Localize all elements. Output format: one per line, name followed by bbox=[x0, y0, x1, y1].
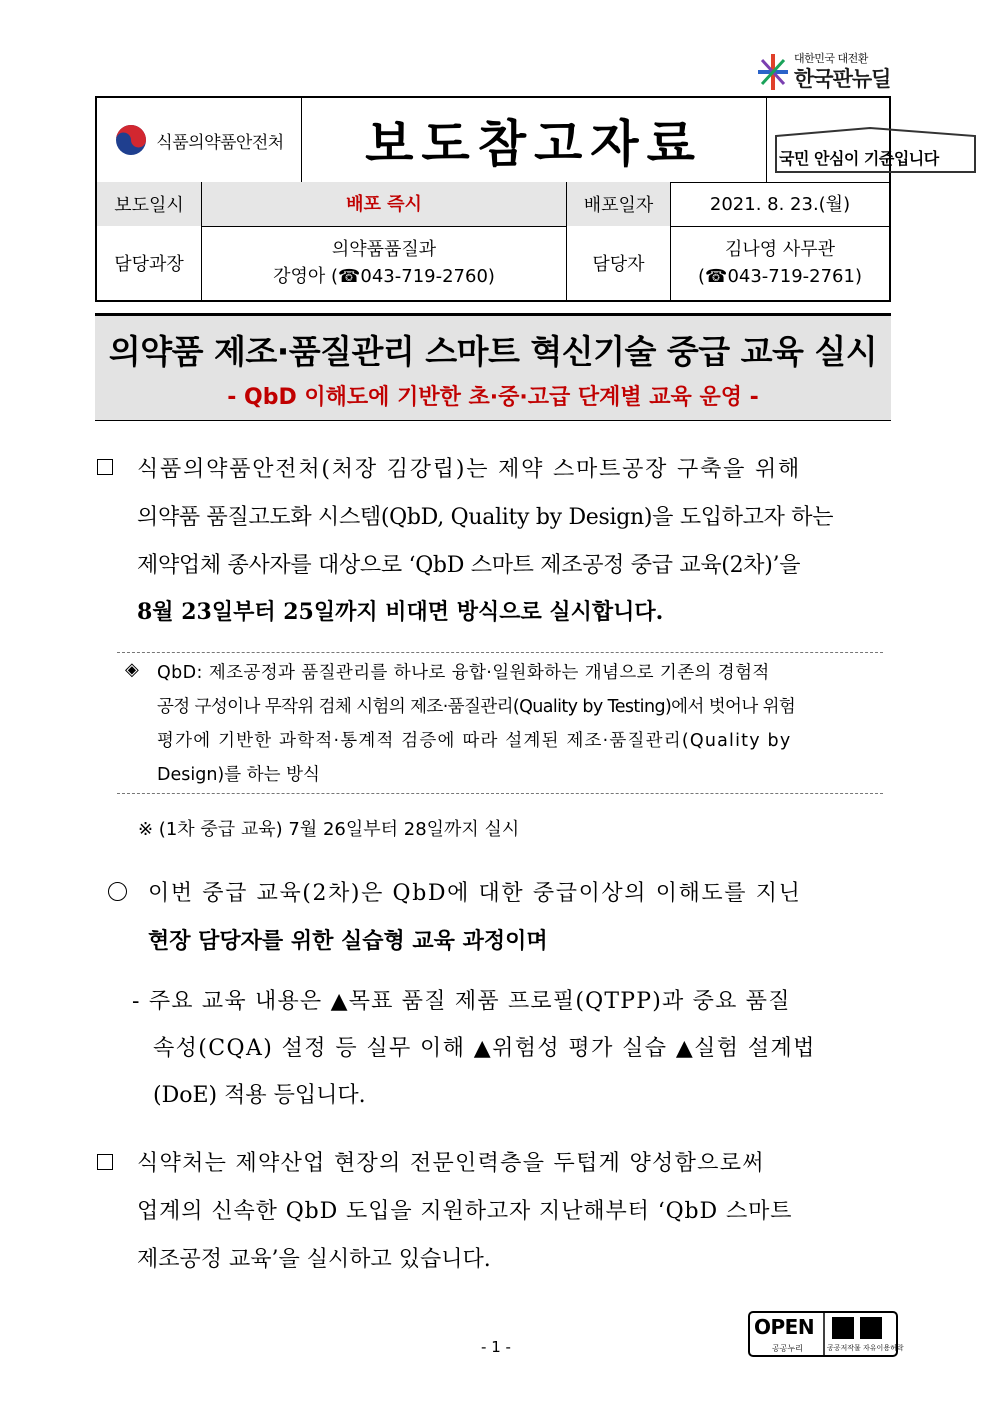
doc-type-title bbox=[302, 98, 767, 182]
contact-name: 김나영 사무관 bbox=[724, 239, 836, 260]
dept-value bbox=[202, 226, 567, 300]
note-line-4: Design)를 하는 방식 bbox=[157, 765, 320, 785]
note-line-2: 공정 구성이나 무작위 검체 시험의 제조·품질관리(Quality by Testing)에서 벗어나 위험 bbox=[157, 697, 796, 717]
square-bullet-icon bbox=[97, 459, 113, 475]
distribute-date-value: 2021. 8. 23.(월) bbox=[709, 193, 851, 215]
page-number: - 1 - bbox=[481, 1338, 511, 1356]
open-sub-label: 공공누리 bbox=[772, 1344, 803, 1353]
headline-sub: - QbD 이해도에 기반한 초·중·고급 단계별 교육 운영 - bbox=[227, 385, 759, 410]
dept-label: 담당과장 bbox=[97, 226, 202, 300]
p1-line-3: 제약업체 종사자를 대상으로 ‘QbD 스마트 제조공정 중급 교육(2차)’을 bbox=[137, 553, 801, 578]
ministry-logo bbox=[97, 98, 302, 182]
p2-line-1: 이번 중급 교육(2차)은 QbD에 대한 중급이상의 이해도를 지닌 bbox=[148, 881, 802, 906]
new-deal-star-icon bbox=[756, 52, 790, 92]
note-line-1: QbD: 제조공정과 품질관리를 하나로 융합·일원화하는 개념으로 기존의 경험적 bbox=[157, 663, 770, 683]
p3-line-1: - 주요 교육 내용은 ▲목표 품질 제품 프로필(QTPP)과 중요 품질 bbox=[132, 989, 791, 1014]
logo-small-text: 대한민국 대전환 bbox=[794, 52, 868, 65]
p4-line-1: 식약처는 제약산업 현장의 전문인력층을 두텁게 양성함으로써 bbox=[137, 1151, 765, 1176]
ministry-name: 식품의약품안전처 bbox=[156, 132, 284, 153]
logo-big-text: 한국판뉴딜 bbox=[794, 67, 891, 91]
diamond-bullet-icon: ◈ bbox=[125, 659, 139, 680]
dept-name: 의약품품질과 bbox=[331, 239, 437, 260]
headline-main: 의약품 제조·품질관리 스마트 혁신기술 중급 교육 실시 bbox=[108, 332, 878, 371]
doc-type-title-text: 보도참고자료 bbox=[365, 115, 703, 173]
circle-bullet-icon bbox=[108, 882, 127, 901]
p4-line-3: 제조공정 교육’을 실시하고 있습니다. bbox=[137, 1247, 491, 1272]
dept-head-contact: 강영아 (☎043-719-2760) bbox=[273, 266, 495, 287]
contact-label: 담당자 bbox=[567, 226, 671, 300]
headline-box bbox=[95, 313, 891, 421]
slogan-box bbox=[767, 98, 939, 182]
open-label: OPEN bbox=[754, 1315, 815, 1339]
p1-line-4: 8월 23일부터 25일까지 비대면 방식으로 실시합니다. bbox=[137, 599, 664, 625]
contact-phone: (☎043-719-2761) bbox=[698, 266, 862, 287]
p3-line-2: 속성(CQA) 설정 등 실무 이해 ▲위험성 평가 실습 ▲실험 설계법 bbox=[153, 1036, 816, 1061]
press-header-table bbox=[95, 96, 939, 302]
note-line-3: 평가에 기반한 과학적·통계적 검증에 따라 설계된 제조·품질관리(Quality by bbox=[157, 731, 792, 751]
p1-line-1: 식품의약품안전처(처장 김강립)는 제약 스마트공장 구축을 위해 bbox=[137, 457, 802, 482]
distribute-date-label: 배포일자 bbox=[567, 182, 671, 226]
qbd-definition-note bbox=[117, 652, 883, 794]
open-license-text: 공공저작물 자유이용허락 bbox=[827, 1344, 904, 1352]
p1-line-2: 의약품 품질고도화 시스템(QbD, Quality by Design)을 도입하고자 하는 bbox=[137, 505, 834, 530]
release-date-value: 배포 즉시 bbox=[202, 182, 567, 226]
korean-new-deal-logo bbox=[756, 50, 896, 94]
taegeuk-icon bbox=[114, 123, 148, 157]
p2-line-2: 현장 담당자를 위한 실습형 교육 과정이며 bbox=[148, 928, 548, 954]
square-bullet-icon-2 bbox=[97, 1154, 113, 1170]
release-date-label: 보도일시 bbox=[97, 182, 202, 226]
first-session-reference: ※ (1차 중급 교육) 7월 26일부터 28일까지 실시 bbox=[138, 819, 520, 840]
contact-value bbox=[671, 226, 889, 300]
slogan-text: 국민 안심이 기준입니다 bbox=[779, 149, 939, 168]
p3-line-3: (DoE) 적용 등입니다. bbox=[153, 1083, 366, 1108]
p4-line-2: 업계의 신속한 QbD 도입을 지원하고자 지난해부터 ‘QbD 스마트 bbox=[137, 1199, 793, 1224]
